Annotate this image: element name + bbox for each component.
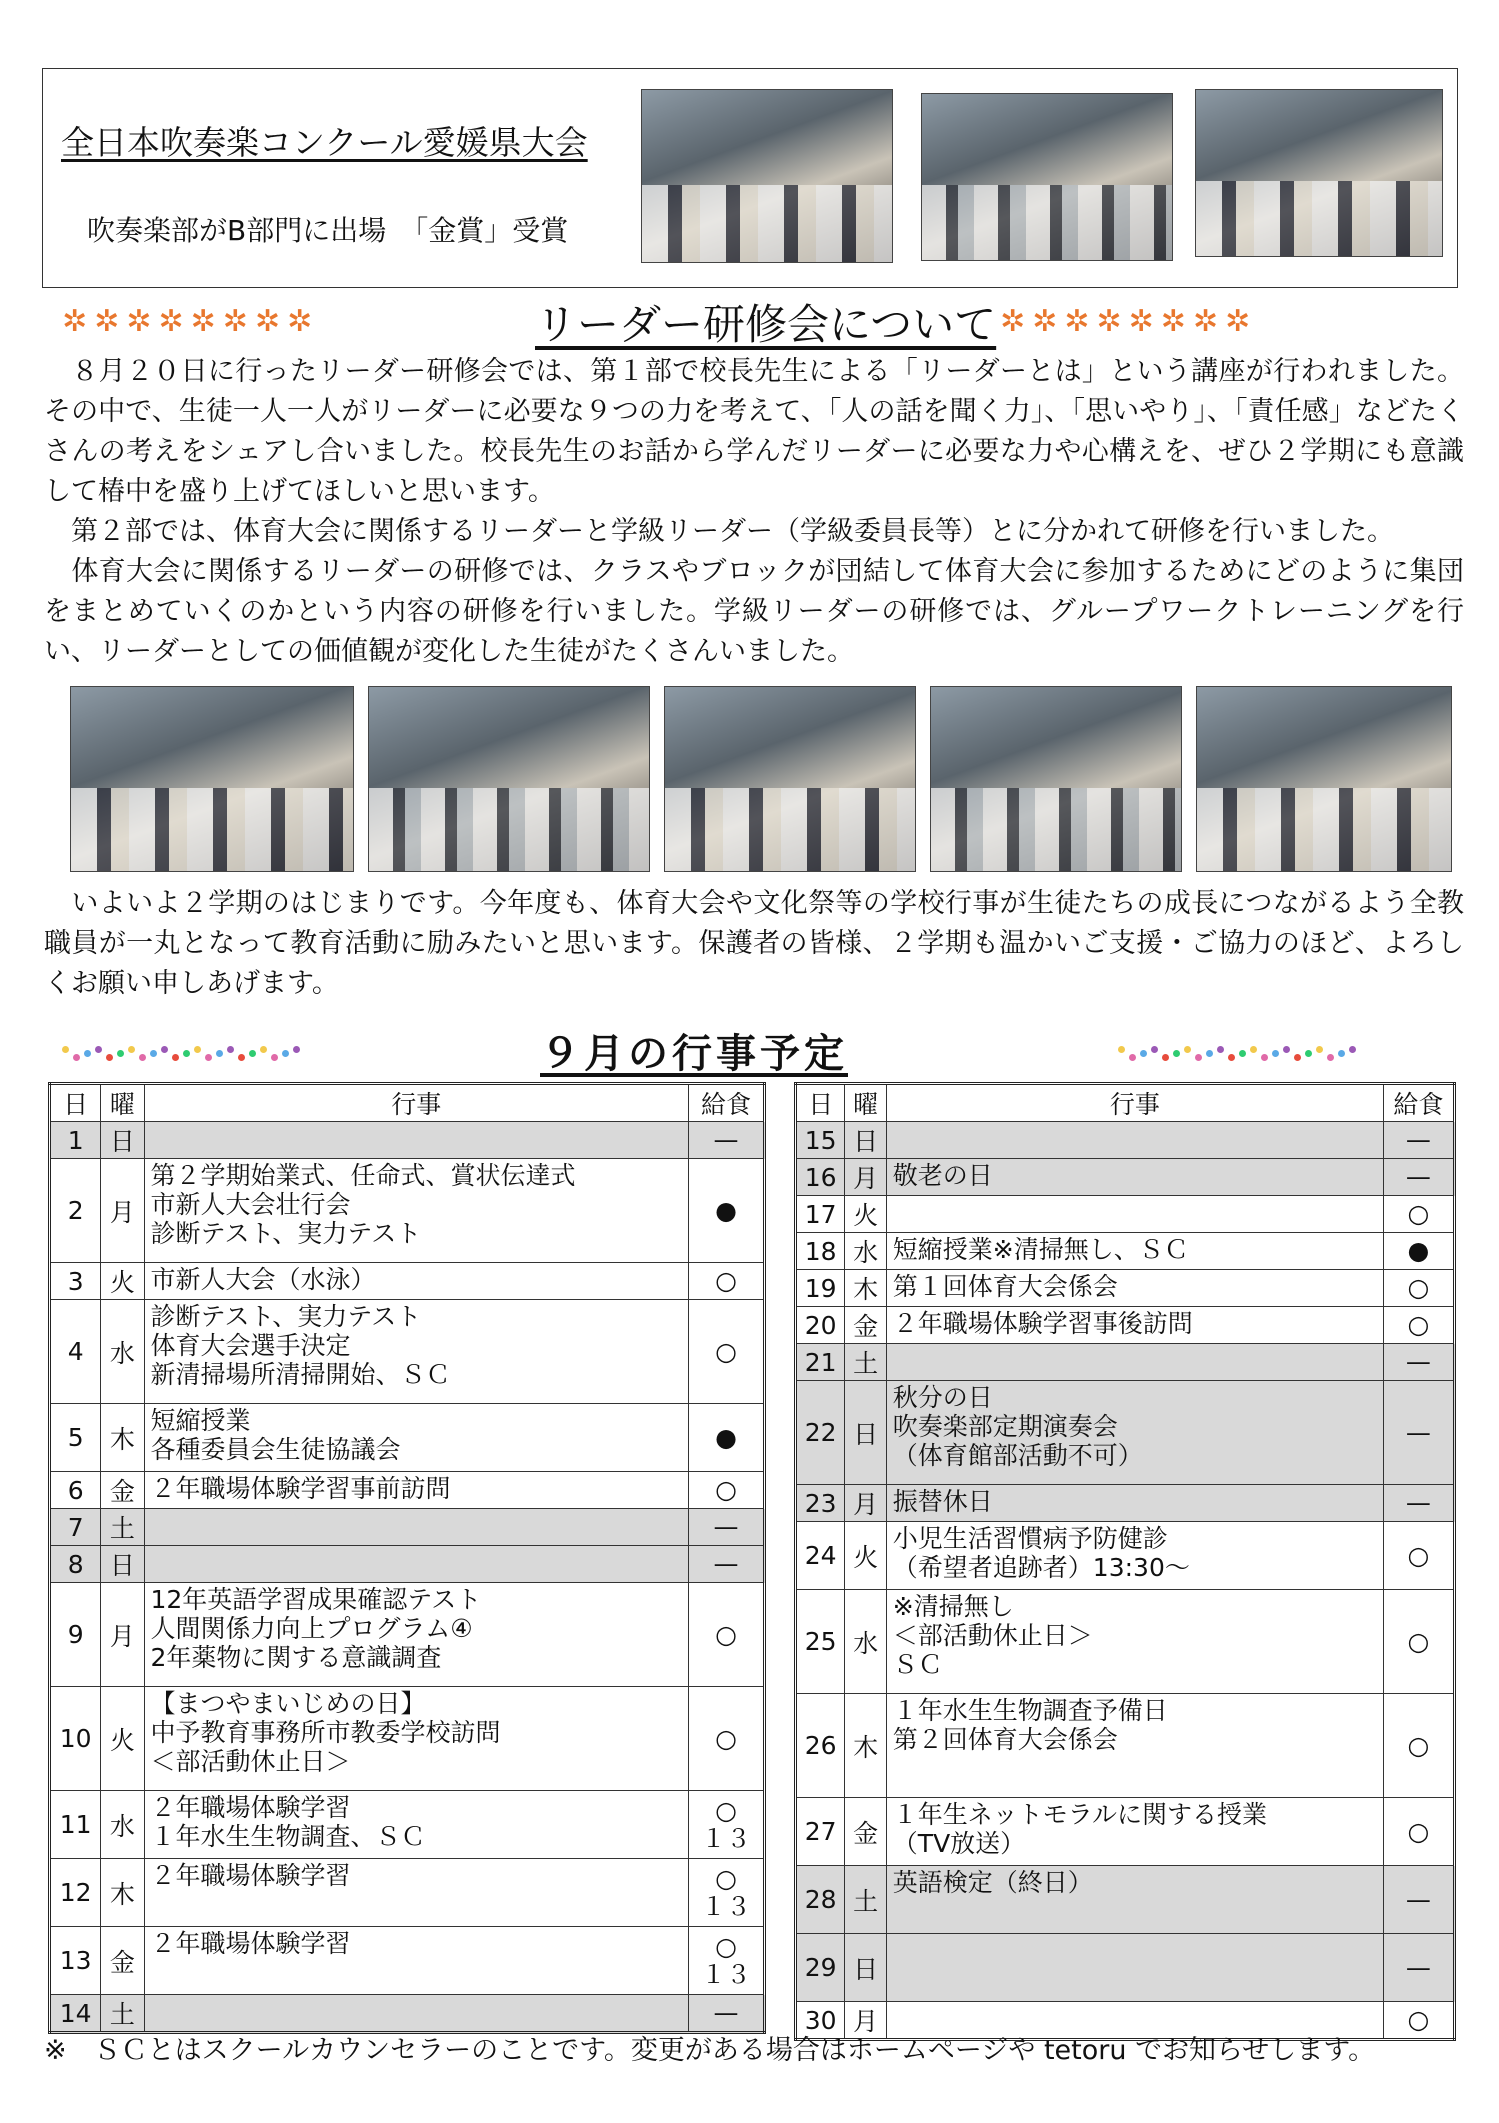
training-photos: [70, 686, 1460, 872]
weekday-cell: 日: [845, 1381, 886, 1485]
table-row: [50, 1404, 765, 1472]
dot-decoration: [106, 1054, 113, 1061]
training-photo-3: [664, 686, 916, 872]
dot-decoration: [194, 1046, 201, 1053]
weekday-cell: 金: [845, 1307, 886, 1344]
dot-decoration: [216, 1050, 223, 1057]
day-cell: 26: [796, 1694, 845, 1798]
table-row: [50, 1159, 765, 1263]
schedule-table-left: [48, 1082, 766, 2034]
header-event: 行事: [886, 1084, 1383, 1122]
dot-decoration: [1118, 1046, 1125, 1053]
dot-decoration: [1173, 1050, 1180, 1057]
lunch-cell: ○: [1383, 2002, 1454, 2040]
event-cell: 秋分の日 吹奏楽部定期演奏会 （体育館部活動不可）: [886, 1381, 1383, 1485]
dot-decoration: [238, 1054, 245, 1061]
event-cell: [144, 1509, 688, 1546]
dots-decoration-left: [62, 1044, 302, 1068]
day-cell: 27: [796, 1798, 845, 1866]
weekday-cell: 木: [101, 1404, 144, 1472]
lunch-cell: —: [1383, 1485, 1454, 1522]
dot-decoration: [1338, 1050, 1345, 1057]
dot-decoration: [1228, 1054, 1235, 1061]
dot-decoration: [1140, 1050, 1147, 1057]
header-weekday: 曜: [101, 1084, 144, 1122]
event-cell: 小児生活習慣病予防健診 （希望者追跡者）13:30～: [886, 1522, 1383, 1590]
event-cell: [886, 1934, 1383, 2002]
event-cell: [144, 1546, 688, 1583]
lunch-cell: ○: [1383, 1270, 1454, 1307]
weekday-cell: 日: [101, 1122, 144, 1159]
dot-decoration: [260, 1046, 267, 1053]
weekday-cell: 月: [101, 1583, 144, 1687]
event-cell: 第１回体育大会係会: [886, 1270, 1383, 1307]
dot-decoration: [1217, 1046, 1224, 1053]
section-heading: [0, 292, 1499, 349]
dot-decoration: [1162, 1054, 1169, 1061]
weekday-cell: 水: [101, 1300, 144, 1404]
lunch-cell: ●: [1383, 1233, 1454, 1270]
dot-decoration: [1327, 1054, 1334, 1061]
event-cell: 12年英語学習成果確認テスト 人間関係力向上プログラム④ 2年薬物に関する意識調査: [144, 1583, 688, 1687]
day-cell: 22: [796, 1381, 845, 1485]
dot-decoration: [1239, 1050, 1246, 1057]
event-cell: ２年職場体験学習事後訪問: [886, 1307, 1383, 1344]
dot-decoration: [95, 1046, 102, 1053]
weekday-cell: 火: [101, 1687, 144, 1791]
lunch-cell: ○: [1383, 1590, 1454, 1694]
table-row: [50, 1995, 765, 2033]
dot-decoration: [150, 1050, 157, 1057]
section-title: リーダー研修会について: [535, 300, 997, 349]
table-row: [796, 1522, 1455, 1590]
dot-decoration: [139, 1054, 146, 1061]
lunch-cell: —: [688, 1546, 764, 1583]
header-lunch: 給食: [1383, 1084, 1454, 1122]
weekday-cell: 日: [845, 1934, 886, 2002]
weekday-cell: 土: [845, 1866, 886, 1934]
schedule-table-right: [794, 1082, 1456, 2041]
table-row: [796, 1270, 1455, 1307]
header-day: 日: [796, 1084, 845, 1122]
dot-decoration: [282, 1050, 289, 1057]
weekday-cell: 木: [845, 1270, 886, 1307]
header-subtitle: 吹奏楽部がB部門に出場 「金賞」受賞: [87, 214, 569, 247]
lunch-cell: —: [1383, 1381, 1454, 1485]
day-cell: 14: [50, 1995, 101, 2033]
event-cell: 英語検定（終日）: [886, 1866, 1383, 1934]
table-row: [796, 1233, 1455, 1270]
lunch-cell: —: [1383, 1159, 1454, 1196]
header-box: [42, 68, 1458, 288]
dot-decoration: [183, 1050, 190, 1057]
footnote: ※ ＳＣとはスクールカウンセラーのことです。変更がある場合はホームページや tetoru でお知らせします。: [44, 2035, 1376, 2066]
band-photo-3: [1195, 89, 1443, 257]
day-cell: 4: [50, 1300, 101, 1404]
weekday-cell: 日: [845, 1122, 886, 1159]
day-cell: 23: [796, 1485, 845, 1522]
band-photo-1: [641, 89, 893, 263]
lunch-cell: —: [1383, 1122, 1454, 1159]
event-cell: [886, 1344, 1383, 1381]
lunch-cell: ○: [1383, 1307, 1454, 1344]
lunch-cell: ○: [688, 1583, 764, 1687]
day-cell: 20: [796, 1307, 845, 1344]
event-cell: 診断テスト、実力テスト 体育大会選手決定 新清掃場所清掃開始、ＳＣ: [144, 1300, 688, 1404]
paragraph-3: 体育大会に関係するリーダーの研修では、クラスやブロックが団結して体育大会に参加するためにどのように集団をまとめていくのかという内容の研修を行いました。学級リーダーの研修では、グループワークトレーニングを行い、リーダーとしての価値観が変化した生徒がたくさんいました。: [44, 556, 1464, 667]
lunch-cell: —: [688, 1995, 764, 2033]
table-row: [50, 1927, 765, 1995]
day-cell: 19: [796, 1270, 845, 1307]
day-cell: 2: [50, 1159, 101, 1263]
lunch-cell: —: [1383, 1344, 1454, 1381]
day-cell: 29: [796, 1934, 845, 2002]
lunch-cell: ●: [688, 1159, 764, 1263]
table-row: [796, 1485, 1455, 1522]
event-cell: ２年職場体験学習: [144, 1859, 688, 1927]
weekday-cell: 火: [101, 1263, 144, 1300]
decoration-right: ✲✲✲✲✲✲✲✲: [1000, 304, 1258, 339]
dot-decoration: [1283, 1046, 1290, 1053]
table-row: [796, 1798, 1455, 1866]
event-cell: 振替休日: [886, 1485, 1383, 1522]
weekday-cell: 金: [845, 1798, 886, 1866]
header-event: 行事: [144, 1084, 688, 1122]
dot-decoration: [1151, 1046, 1158, 1053]
day-cell: 8: [50, 1546, 101, 1583]
event-cell: １年水生生物調査予備日 第２回体育大会係会: [886, 1694, 1383, 1798]
weekday-cell: 金: [101, 1927, 144, 1995]
lunch-cell: —: [1383, 1866, 1454, 1934]
table-row: [50, 1122, 765, 1159]
lunch-cell: —: [688, 1122, 764, 1159]
weekday-cell: 水: [101, 1791, 144, 1859]
weekday-cell: 火: [845, 1196, 886, 1233]
event-cell: ２年職場体験学習事前訪問: [144, 1472, 688, 1509]
event-cell: 敬老の日: [886, 1159, 1383, 1196]
table-row: [50, 1859, 765, 1927]
table-row: [50, 1546, 765, 1583]
training-photo-4: [930, 686, 1182, 872]
training-photo-1: [70, 686, 354, 872]
event-cell: 【まつやまいじめの日】 中予教育事務所市教委学校訪問 ＜部活動休止日＞: [144, 1687, 688, 1791]
table-row: [50, 1687, 765, 1791]
dot-decoration: [271, 1054, 278, 1061]
table-row: [796, 1866, 1455, 1934]
dot-decoration: [128, 1046, 135, 1053]
day-cell: 1: [50, 1122, 101, 1159]
paragraph-1: ８月２０日に行ったリーダー研修会では、第１部で校長先生による「リーダーとは」という講座が行われました。その中で、生徒一人一人がリーダーに必要な９つの力を考えて、「人の話を聞く力」、「思いやり」、「責任感」などたくさんの考えをシェアし合いました。校長先生のお話から学んだリーダーに必要な力や心構えを、ぜひ２学期にも意識して椿中を盛り上げてほしいと思います。: [44, 356, 1464, 507]
weekday-cell: 土: [845, 1344, 886, 1381]
table-row: [796, 1159, 1455, 1196]
table-row: [796, 1196, 1455, 1233]
header-lunch: 給食: [688, 1084, 764, 1122]
dot-decoration: [161, 1046, 168, 1053]
day-cell: 28: [796, 1866, 845, 1934]
dot-decoration: [1349, 1046, 1356, 1053]
event-cell: [144, 1995, 688, 2033]
day-cell: 24: [796, 1522, 845, 1590]
day-cell: 6: [50, 1472, 101, 1509]
dot-decoration: [117, 1050, 124, 1057]
weekday-cell: 金: [101, 1472, 144, 1509]
dot-decoration: [1272, 1050, 1279, 1057]
lunch-cell: ○: [1383, 1522, 1454, 1590]
dot-decoration: [172, 1054, 179, 1061]
lunch-cell: ○: [1383, 1694, 1454, 1798]
table-row: [796, 1694, 1455, 1798]
lunch-cell: ○ １３: [688, 1927, 764, 1995]
dot-decoration: [205, 1054, 212, 1061]
event-cell: ２年職場体験学習: [144, 1927, 688, 1995]
day-cell: 25: [796, 1590, 845, 1694]
schedule-heading: [0, 1022, 1499, 1082]
dot-decoration: [1184, 1046, 1191, 1053]
closing-text: いよいよ２学期のはじまりです。今年度も、体育大会や文化祭等の学校行事が生徒たちの成長につながるよう全教職員が一丸となって教育活動に励みたいと思います。保護者の皆様、２学期も温かいご支援・ご協力のほど、よろしくお願い申しあげます。: [44, 888, 1464, 999]
event-cell: 短縮授業 各種委員会生徒協議会: [144, 1404, 688, 1472]
dot-decoration: [1294, 1054, 1301, 1061]
lunch-cell: ○: [1383, 1196, 1454, 1233]
table-row: [50, 1509, 765, 1546]
lunch-cell: ○: [688, 1687, 764, 1791]
weekday-cell: 土: [101, 1509, 144, 1546]
dot-decoration: [1250, 1046, 1257, 1053]
lunch-cell: ○ １３: [688, 1791, 764, 1859]
weekday-cell: 日: [101, 1546, 144, 1583]
dot-decoration: [1206, 1050, 1213, 1057]
table-row: [50, 1791, 765, 1859]
weekday-cell: 水: [845, 1233, 886, 1270]
header-day: 日: [50, 1084, 101, 1122]
day-cell: 11: [50, 1791, 101, 1859]
weekday-cell: 月: [101, 1159, 144, 1263]
table-row: [50, 1472, 765, 1509]
weekday-cell: 木: [101, 1859, 144, 1927]
event-cell: ※清掃無し ＜部活動休止日＞ ＳＣ: [886, 1590, 1383, 1694]
dot-decoration: [1305, 1050, 1312, 1057]
dot-decoration: [1195, 1054, 1202, 1061]
weekday-cell: 土: [101, 1995, 144, 2033]
table-row: [796, 1381, 1455, 1485]
table-row: [50, 1263, 765, 1300]
day-cell: 21: [796, 1344, 845, 1381]
event-cell: ２年職場体験学習 １年水生生物調査、ＳＣ: [144, 1791, 688, 1859]
day-cell: 18: [796, 1233, 845, 1270]
day-cell: 12: [50, 1859, 101, 1927]
day-cell: 5: [50, 1404, 101, 1472]
dots-decoration-right: [1118, 1044, 1358, 1068]
weekday-cell: 水: [845, 1590, 886, 1694]
leader-text: [44, 352, 1464, 672]
training-photo-5: [1196, 686, 1452, 872]
day-cell: 3: [50, 1263, 101, 1300]
event-cell: [144, 1122, 688, 1159]
table-row: [796, 1934, 1455, 2002]
dot-decoration: [84, 1050, 91, 1057]
decoration-left: ✲✲✲✲✲✲✲✲: [62, 304, 320, 339]
paragraph-2: 第２部では、体育大会に関係するリーダーと学級リーダー（学級委員長等）とに分かれて研修を行いました。: [44, 516, 1394, 547]
weekday-cell: 月: [845, 1485, 886, 1522]
table-row: [50, 1300, 765, 1404]
event-cell: 市新人大会（水泳）: [144, 1263, 688, 1300]
day-cell: 10: [50, 1687, 101, 1791]
dot-decoration: [249, 1050, 256, 1057]
lunch-cell: ○: [688, 1263, 764, 1300]
dot-decoration: [1316, 1046, 1323, 1053]
schedule-title: ９月の行事予定: [540, 1031, 848, 1077]
lunch-cell: ○ １３: [688, 1859, 764, 1927]
lunch-cell: ●: [688, 1404, 764, 1472]
lunch-cell: ○: [1383, 1798, 1454, 1866]
dot-decoration: [73, 1054, 80, 1061]
dot-decoration: [62, 1046, 69, 1053]
header-weekday: 曜: [845, 1084, 886, 1122]
table-row: [796, 1307, 1455, 1344]
day-cell: 13: [50, 1927, 101, 1995]
table-row: [796, 1122, 1455, 1159]
weekday-cell: 月: [845, 1159, 886, 1196]
event-cell: [886, 1196, 1383, 1233]
day-cell: 17: [796, 1196, 845, 1233]
event-cell: 短縮授業※清掃無し、ＳＣ: [886, 1233, 1383, 1270]
table-row: [50, 1583, 765, 1687]
dot-decoration: [293, 1046, 300, 1053]
table-row: [796, 1590, 1455, 1694]
table-row: [796, 1344, 1455, 1381]
event-cell: 第２学期始業式、任命式、賞状伝達式 市新人大会壮行会 診断テスト、実力テスト: [144, 1159, 688, 1263]
weekday-cell: 木: [845, 1694, 886, 1798]
training-photo-2: [368, 686, 650, 872]
day-cell: 7: [50, 1509, 101, 1546]
header-title: 全日本吹奏楽コンクール愛媛県大会: [61, 123, 588, 162]
event-cell: １年生ネットモラルに関する授業 （TV放送）: [886, 1798, 1383, 1866]
dot-decoration: [227, 1046, 234, 1053]
lunch-cell: ○: [688, 1300, 764, 1404]
lunch-cell: —: [688, 1509, 764, 1546]
day-cell: 15: [796, 1122, 845, 1159]
weekday-cell: 月: [845, 2002, 886, 2040]
dot-decoration: [1129, 1054, 1136, 1061]
weekday-cell: 火: [845, 1522, 886, 1590]
lunch-cell: ○: [688, 1472, 764, 1509]
event-cell: [886, 1122, 1383, 1159]
band-photo-2: [921, 93, 1173, 261]
lunch-cell: —: [1383, 1934, 1454, 2002]
day-cell: 30: [796, 2002, 845, 2040]
day-cell: 9: [50, 1583, 101, 1687]
dot-decoration: [1261, 1054, 1268, 1061]
day-cell: 16: [796, 1159, 845, 1196]
